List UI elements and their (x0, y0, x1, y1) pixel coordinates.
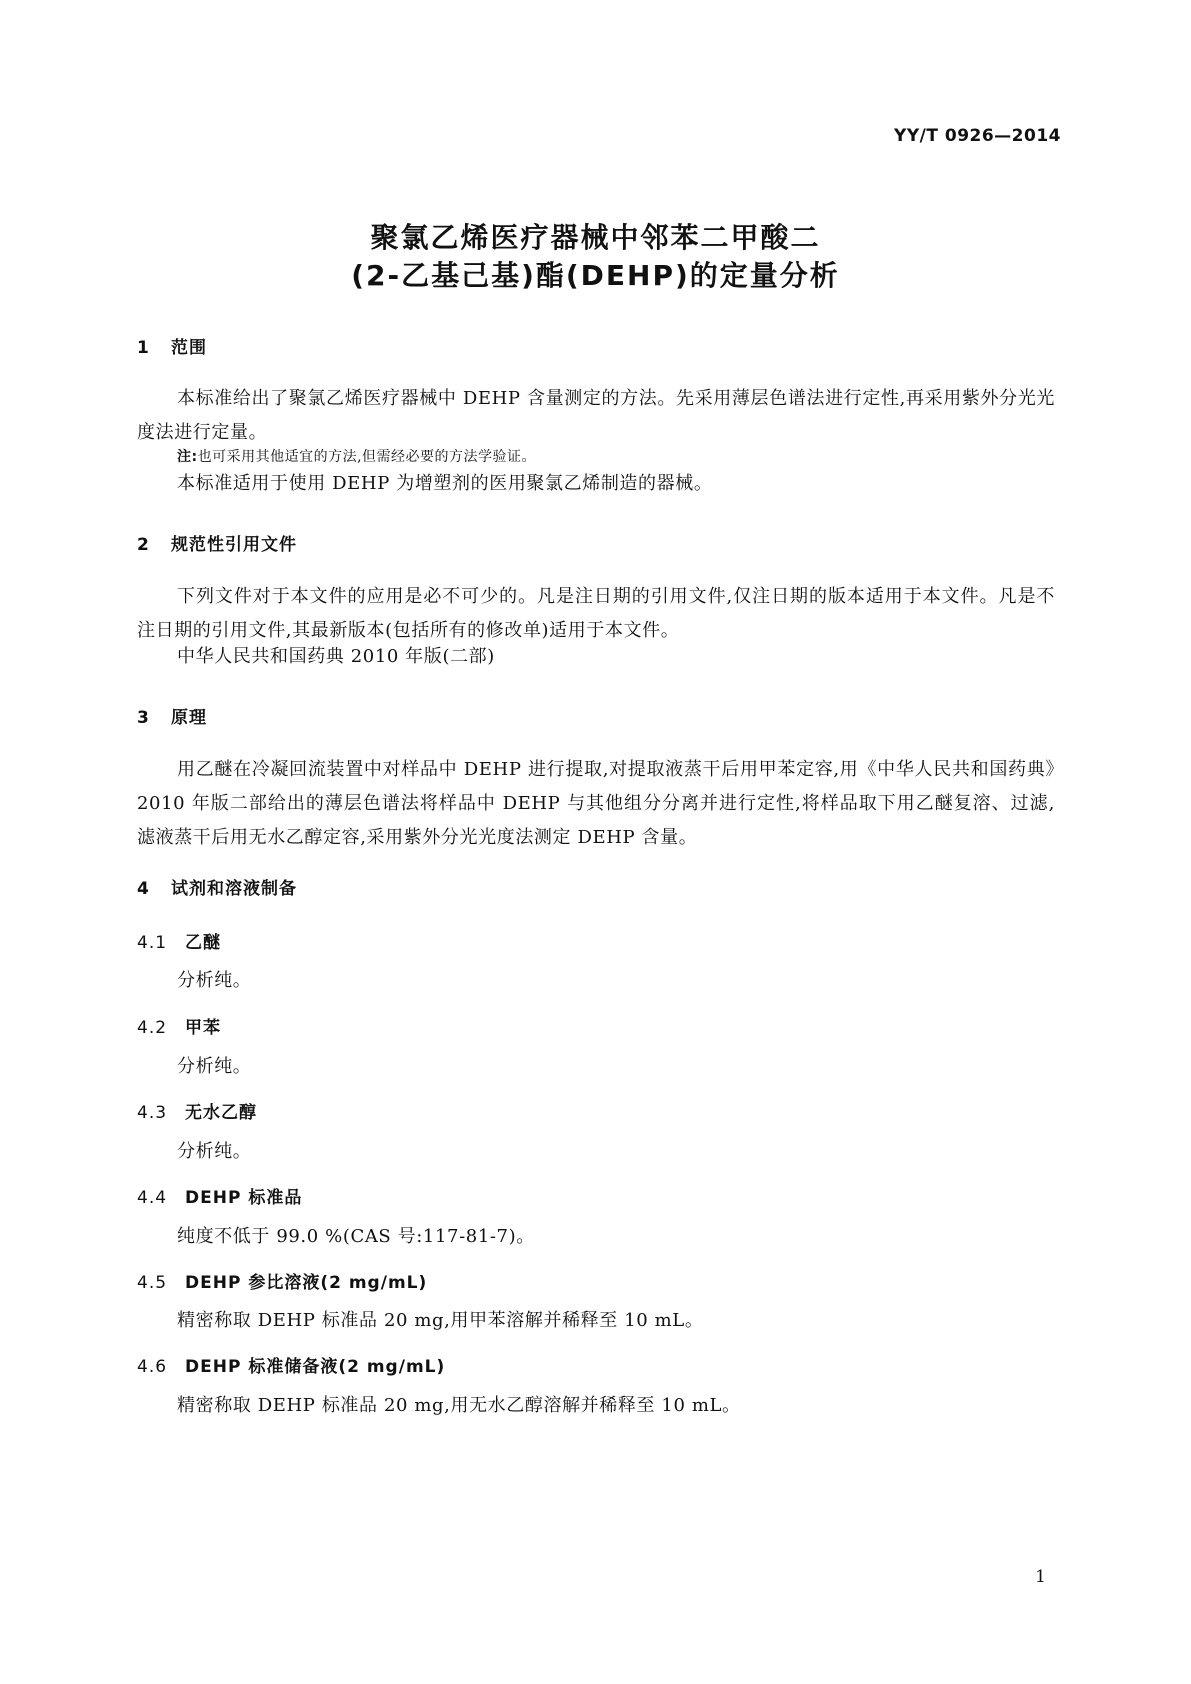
heading-4-4-title: DEHP 标准品 (185, 1188, 303, 1208)
title-line-2: (2-乙基己基)酯(DEHP)的定量分析 (351, 259, 840, 292)
heading-3-title: 原理 (171, 708, 207, 728)
heading-4-1-title: 乙醚 (185, 933, 221, 953)
heading-3-number: 3 (137, 708, 150, 728)
paragraph-4-6: 精密称取 DEHP 标准品 20 mg,用无水乙醇溶解并稀释至 10 mL。 (177, 1395, 741, 1416)
heading-4-6-title: DEHP 标准储备液(2 mg/mL) (185, 1357, 446, 1377)
heading-1 (137, 333, 207, 358)
heading-4-3-number: 4.3 (137, 1103, 168, 1123)
heading-4-3-title: 无水乙醇 (185, 1103, 257, 1123)
paragraph-3-1: 用乙醚在冷凝回流装置中对样品中 DEHP 进行提取,对提取液蒸干后用甲苯定容,用《中华人民共和国药典》2010 年版二部给出的薄层色谱法将样品中 DEHP 与其他组分分离并进行定性,将样品取下用乙醚复溶、过滤,滤液蒸干后用无水乙醇定容,采用紫外分光光度法测定 DEHP 含量。 (137, 759, 1055, 848)
paragraph-4-2: 分析纯。 (177, 1056, 252, 1077)
paragraph-4-3: 分析纯。 (177, 1141, 252, 1162)
heading-4-2-title: 甲苯 (185, 1018, 221, 1038)
heading-4-number: 4 (137, 879, 150, 899)
heading-4-5 (137, 1268, 427, 1293)
heading-4-2 (137, 1013, 221, 1038)
heading-4-1-number: 4.1 (137, 933, 168, 953)
heading-1-number: 1 (137, 338, 150, 358)
heading-3 (137, 703, 207, 728)
paragraph-4-1: 分析纯。 (177, 970, 252, 991)
heading-4-6-number: 4.6 (137, 1357, 168, 1377)
heading-4 (137, 874, 297, 899)
heading-4-2-number: 4.2 (137, 1018, 168, 1038)
heading-4-5-number: 4.5 (137, 1273, 168, 1293)
heading-2 (137, 530, 297, 555)
paragraph-1-2: 本标准适用于使用 DEHP 为增塑剂的医用聚氯乙烯制造的器械。 (177, 473, 713, 494)
heading-2-title: 规范性引用文件 (171, 535, 297, 555)
note-text: 也可采用其他适宜的方法,但需经必要的方法学验证。 (197, 449, 537, 465)
standard-code: YY/T 0926—2014 (894, 126, 1061, 146)
page-number: 1 (1035, 1567, 1046, 1587)
heading-2-number: 2 (137, 535, 150, 555)
heading-4-1 (137, 928, 221, 953)
heading-4-title: 试剂和溶液制备 (171, 879, 297, 899)
heading-4-4 (137, 1183, 302, 1208)
heading-1-title: 范围 (171, 338, 207, 358)
paragraph-2-2: 中华人民共和国药典 2010 年版(二部) (177, 646, 495, 667)
title-line-1: 聚氯乙烯医疗器械中邻苯二甲酸二 (370, 221, 821, 254)
paragraph-1-1: 本标准给出了聚氯乙烯医疗器械中 DEHP 含量测定的方法。先采用薄层色谱法进行定性,再采用紫外分光光度法进行定量。 (137, 388, 1055, 443)
heading-4-6 (137, 1352, 445, 1377)
heading-4-3 (137, 1098, 257, 1123)
heading-4-4-number: 4.4 (137, 1188, 168, 1208)
note-1 (177, 446, 536, 466)
heading-4-5-title: DEHP 参比溶液(2 mg/mL) (185, 1273, 428, 1293)
paragraph-2-1: 下列文件对于本文件的应用是必不可少的。凡是注日期的引用文件,仅注日期的版本适用于本文件。凡是不注日期的引用文件,其最新版本(包括所有的修改单)适用于本文件。 (137, 586, 1055, 641)
paragraph-4-4: 纯度不低于 99.0 %(CAS 号:117-81-7)。 (177, 1226, 535, 1247)
paragraph-4-5: 精密称取 DEHP 标准品 20 mg,用甲苯溶解并稀释至 10 mL。 (177, 1310, 704, 1331)
note-label: 注: (177, 449, 198, 465)
